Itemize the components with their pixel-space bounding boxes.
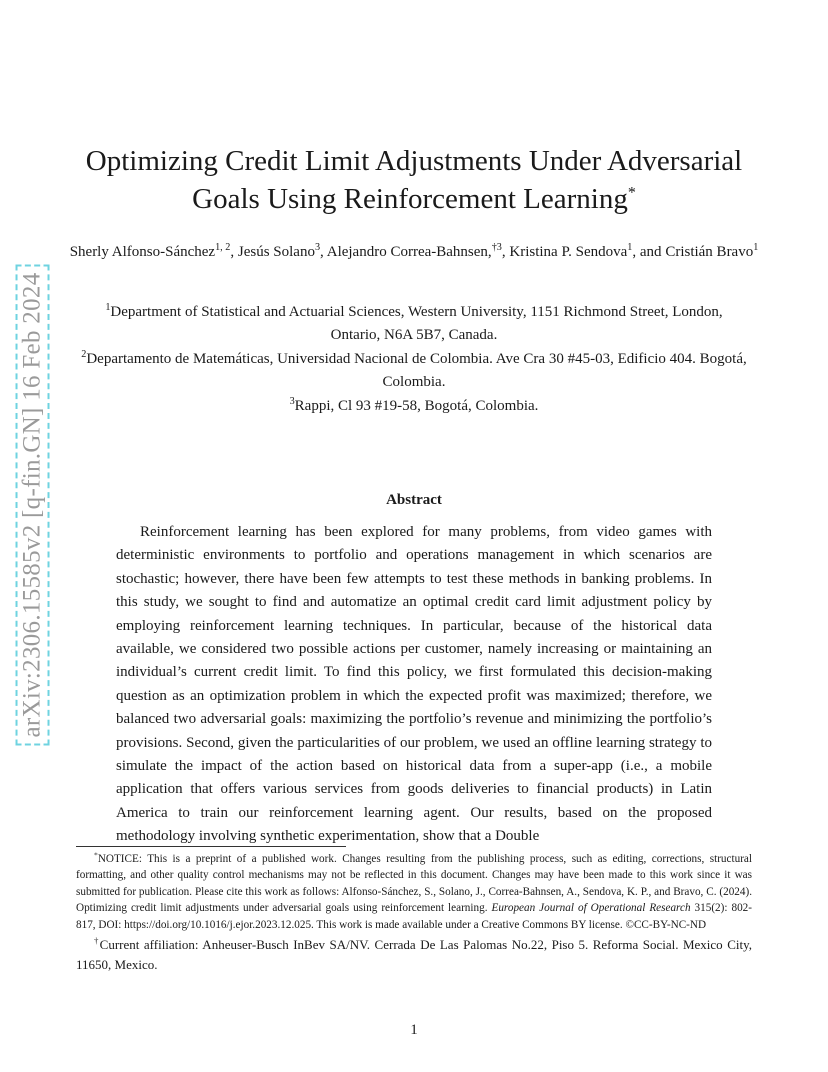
author: Jesús Solano$^3$, bbox=[237, 242, 327, 260]
affiliation: $^1$Department of Statistical and Actuarial Sciences, Western University, 1151 Richmond Street, London, Ontario, N6A 5B7, Canada. bbox=[105, 302, 723, 344]
affiliation: $^3$Rappi, Cl 93 #19-58, Bogotá, Colombia. bbox=[289, 395, 539, 414]
paper-title bbox=[60, 142, 768, 218]
arxiv-stamp-text[interactable]: arXiv:2306.15585v2 [q-fin.GN] 16 Feb 2024 bbox=[16, 264, 50, 745]
current-affiliation-footnote: †Current affiliation: Anheuser-Busch InBev SA/NV. Cerrada De Las Palomas No.22, Piso 5. Reforma Social. Mexico City, 11650, Mexico. bbox=[76, 935, 752, 973]
author: Kristina P. Sendova$^1$, and bbox=[509, 242, 666, 260]
author-list bbox=[60, 240, 768, 264]
abstract-text: Reinforcement learning has been explored for many problems, from video games with deterministic environments to portfolio and operations management in which scenarios are stochastic; however, there have been few attempts to test these methods in banking problems. In this study, we sought to find and automatize an optimal credit card limit adjustment policy by employing reinforcement learning techniques. In particular, because of the historical data available, we considered two possible actions per customer, namely increasing or maintaining an individual’s current credit limit. To find this policy, we first formulated this decision-making question as an optimization problem in which the expected profit was maximized; therefore, we balanced two adversarial goals: maximizing the portfolio’s revenue and minimizing the portfolio’s provisions. Second, given the particularities of our problem, we used an offline learning strategy to simulate the impact of the action based on historical data from a super-app (i.e., a mobile application that offers various services from goods deliveries to financial products) in Latin America to train our reinforcement learning agent. Our results, based on the proposed methodology involving synthetic experimentation, show that a Double bbox=[116, 524, 712, 845]
arxiv-stamp[interactable] bbox=[18, 240, 48, 770]
footnotes bbox=[76, 851, 752, 975]
preprint-notice-footnote: *NOTICE: This is a preprint of a published work. Changes resulting from the publishing process, such as editing, corrections, structural formatting, and other quality control mechanisms may not be reflected in this document. Changes may have been made to this work since it was submitted for publication. Please cite this work as follows: Alfonso-Sánchez, S., Solano, J., Correa-Bahnsen, A., Sendova, K. P., and Bravo, C. (2024). Optimizing credit limit adjustments under adversarial goals using reinforcement learning. European Journal of Operational Research 315(2): 802-817, DOI: https://doi.org/10.1016/j.ejor.2023.12.025. This work is made available under a Creative Commons BY license. ©CC-BY-NC-ND bbox=[76, 850, 752, 931]
abstract-heading: Abstract bbox=[386, 492, 442, 508]
title-line-1: Optimizing Credit Limit Adjustments Under Adversarial bbox=[85, 145, 743, 177]
footnote-divider bbox=[76, 846, 346, 847]
page-number: 1 bbox=[410, 1022, 418, 1038]
author: Alejandro Correa-Bahnsen,$^{\dagger 3}$, bbox=[326, 242, 510, 260]
journal-name: European Journal of Operational Research bbox=[491, 902, 691, 915]
affiliations bbox=[80, 301, 748, 418]
author: Cristián Bravo$^1$ bbox=[665, 242, 759, 260]
title-line-2: Goals Using Reinforcement Learning bbox=[192, 183, 628, 215]
author: Sherly Alfonso-Sánchez$^{1, 2}$, bbox=[69, 242, 238, 260]
affiliation: $^2$Departamento de Matemáticas, Universidad Nacional de Colombia. Ave Cra 30 #45-03, Edificio 404. Bogotá, Colombia. bbox=[81, 348, 747, 391]
title-footnote-marker: * bbox=[627, 184, 636, 202]
